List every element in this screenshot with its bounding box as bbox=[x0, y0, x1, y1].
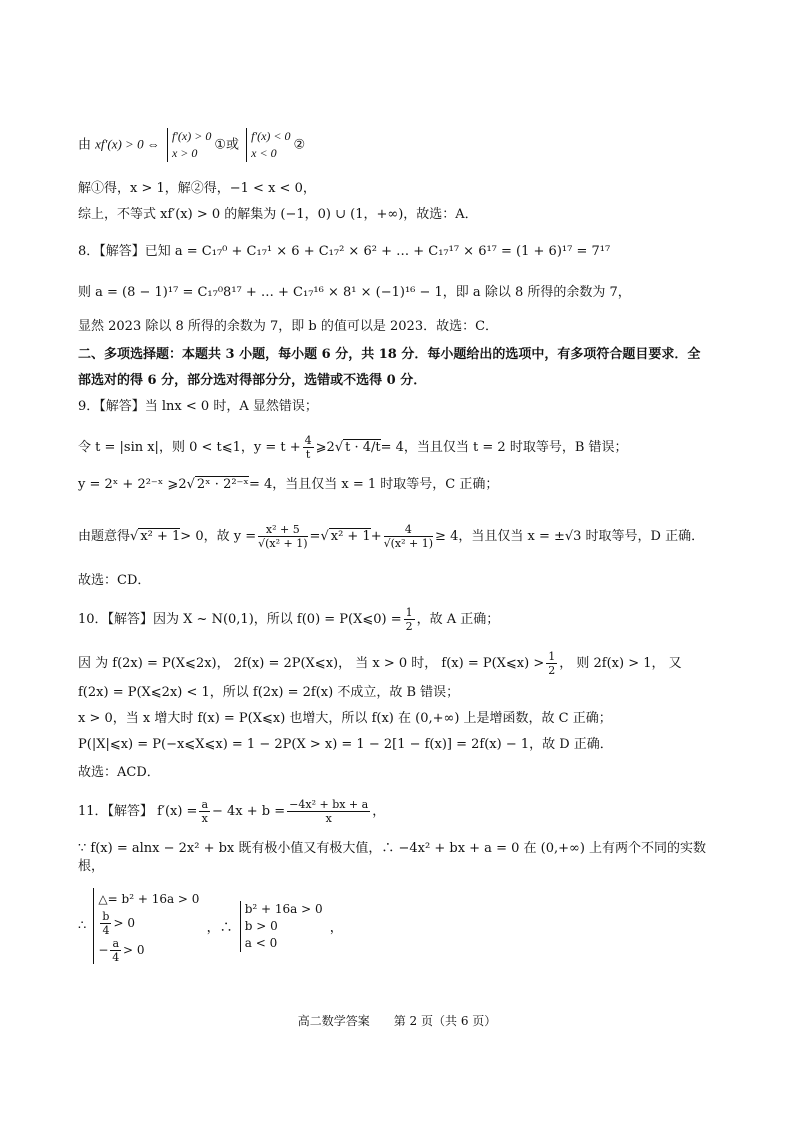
l12-sqrt-2: x² + 1 bbox=[330, 529, 371, 544]
l12-n1: x² + 5 bbox=[258, 523, 307, 537]
l20-d1: x bbox=[201, 812, 208, 825]
l22-mid: ，∴ bbox=[206, 920, 233, 936]
l14-den: 2 bbox=[405, 620, 413, 633]
l10-fraction bbox=[303, 434, 314, 461]
l15-fraction bbox=[546, 650, 557, 677]
l12-fraction-2 bbox=[384, 523, 433, 550]
l22-n3: a bbox=[112, 937, 120, 950]
l14-b: ，故 A 正确； bbox=[416, 612, 500, 627]
l10-sqrt: t · 4/t bbox=[345, 440, 381, 455]
l22-fraction-a bbox=[110, 937, 121, 964]
line-11: y = 2ˣ + 2²⁻ˣ ⩾2√ 2ˣ · 2²⁻ˣ= 4，当且仅当 x = 1 时取等号，C 正确； bbox=[78, 477, 499, 492]
line-22 bbox=[78, 888, 343, 964]
section-heading-1: 二、多项选择题：本题共 3 小题，每小题 6 分，共 18 分．每小题给出的选项中，有多项符合题目要求．全 bbox=[78, 347, 701, 362]
l14-a: 10．【解答】因为 X ~ N(0,1)，所以 f(0) = P(X⩽0) = bbox=[78, 612, 402, 627]
l12-b: > 0，故 y = bbox=[180, 529, 257, 544]
l22-r1: b² + 16a > 0 bbox=[244, 901, 323, 916]
l12-fraction-1 bbox=[258, 523, 307, 550]
l15-a: 因 为 f(2x) = P(X⩽2x)， 2f(x) = 2P(X⩽x)， 当 x > 0 时， f(x) = P(X⩽x) > bbox=[78, 656, 545, 671]
line-18: P(|X|⩽x) = P(−x⩽X⩽x) = 1 − 2P(X > x) = 1 − 2[1 − f(x)] = 2f(x) − 1，故 D 正确． bbox=[78, 737, 613, 752]
l1-post: ② bbox=[293, 137, 306, 153]
l10-b: ⩾2 bbox=[315, 440, 335, 455]
l22-r2: b > 0 bbox=[244, 918, 278, 933]
l20-b: − 4x + b = bbox=[212, 804, 286, 819]
l14-fraction bbox=[404, 606, 415, 633]
line-1 bbox=[78, 128, 305, 162]
line-5: 则 a = (8 − 1)¹⁷ = C₁₇⁰8¹⁷ + … + C₁₇¹⁶ × 8¹ × (−1)¹⁶ − 1，即 a 除以 8 所得的余数为 7， bbox=[78, 285, 631, 300]
l22-d3: 4 bbox=[112, 951, 120, 964]
l12-d1: √(x² + 1) bbox=[258, 537, 308, 550]
l1-mid: ①或 bbox=[214, 137, 239, 153]
page-footer: 高二数学答案 第 2 页（共 6 页） bbox=[297, 1014, 497, 1028]
line-6: 显然 2023 除以 8 所得的余数为 7，即 b 的值可以是 2023．故选：C． bbox=[78, 319, 499, 334]
l20-d2: x bbox=[325, 812, 332, 825]
l10-c: = 4，当且仅当 t = 2 时取等号，B 错误； bbox=[380, 440, 628, 455]
l22-t2: > 0 bbox=[113, 916, 135, 930]
l22-pre: ∴ bbox=[78, 918, 87, 934]
l1-s1b: x > 0 bbox=[171, 146, 198, 160]
l20-fraction-2 bbox=[287, 798, 370, 825]
l20-c: ， bbox=[372, 804, 386, 819]
l20-fraction-1 bbox=[199, 798, 210, 825]
l12-n2: 4 bbox=[384, 523, 433, 537]
l22-t3: > 0 bbox=[123, 943, 145, 957]
l10-a: 令 t = |sin x|，则 0 < t⩽1，y = t + bbox=[78, 440, 301, 455]
l15-b: ， 则 2f(x) > 1， 又 bbox=[559, 656, 682, 671]
l1-system-2 bbox=[246, 128, 290, 162]
line-20 bbox=[78, 798, 385, 825]
l22-system-left: △= b² + 16a > 0 $\frac{b}{4}$ > 0 − $\frac{a}{4}$ > 0 bbox=[93, 888, 199, 964]
l22-n2: b bbox=[102, 910, 110, 923]
l11-a: y = 2ˣ + 2²⁻ˣ ⩾2 bbox=[78, 477, 187, 492]
line-3: 综上，不等式 xf′(x) > 0 的解集为 (−1，0) ∪ (1，+∞)，故选：A． bbox=[78, 207, 478, 222]
line-4: 8．【解答】已知 a = C₁₇⁰ + C₁₇¹ × 6 + C₁₇² × 6² + … + C₁₇¹⁷ × 6¹⁷ = (1 + 6)¹⁷ = 7¹⁷ bbox=[78, 244, 611, 259]
l10-den: t bbox=[305, 448, 311, 461]
l20-n2: −4x² + bx + a bbox=[289, 798, 369, 811]
l11-b: = 4，当且仅当 x = 1 时取等号，C 正确； bbox=[248, 477, 499, 492]
l1-s2a: f′(x) < 0 bbox=[251, 129, 291, 143]
line-2: 解①得，x > 1，解②得，−1 < x < 0， bbox=[78, 181, 316, 196]
l22-r3: a < 0 bbox=[244, 935, 278, 950]
line-12: 由题意得√ x² + 1> 0，故 y = $\frac{\text{x² + 5}}{\text{√(x² + 1)}}$ =√ x² + 1+ $\frac{4}{\text{√(x² + 1)}}$ ≥ 4，当且仅当 x = ±√3 时取等号，D 正确． bbox=[78, 523, 705, 550]
l1-s2b: x < 0 bbox=[251, 146, 277, 160]
l11-sqrt: 2ˣ · 2²⁻ˣ bbox=[196, 477, 249, 492]
l22-d2: 4 bbox=[102, 924, 110, 937]
l12-a: 由题意得 bbox=[78, 529, 131, 544]
line-17: x > 0，当 x 增大时 f(x) = P(X⩽x) 也增大，所以 f(x) 在 (0,+∞) 上是增函数，故 C 正确； bbox=[78, 711, 612, 726]
l22-fraction-b bbox=[100, 910, 111, 937]
l12-d2: √(x² + 1) bbox=[383, 537, 434, 550]
l14-num: 1 bbox=[405, 606, 413, 619]
section-heading-2: 部选对的得 6 分，部分选对得部分分，选错或不选得 0 分． bbox=[78, 373, 427, 388]
line-19: 故选：ACD． bbox=[78, 765, 160, 780]
line-10: 令 t = |sin x|，则 0 < t⩽1，y = t + $\frac{4}{t}$ ⩾2√ t · 4/t= 4，当且仅当 t = 2 时取等号，B 错误； bbox=[78, 434, 628, 461]
l12-sqrt-1: x² + 1 bbox=[140, 529, 181, 544]
l1-system-1 bbox=[167, 128, 211, 162]
l15-num: 1 bbox=[548, 650, 556, 663]
line-16: f(2x) = P(X⩽2x) < 1，所以 f(2x) = 2f(x) 不成立，故 B 错误； bbox=[78, 685, 460, 700]
line-21: ∵ f(x) = alnx − 2x² + bx 既有极小值又有极大值，∴ −4x² + bx + a = 0 在 (0,+∞) 上有两个不同的实数根， bbox=[78, 841, 707, 874]
l15-den: 2 bbox=[548, 664, 556, 677]
l22-s1: △= b² + 16a > 0 bbox=[98, 892, 200, 906]
line-14 bbox=[78, 606, 499, 633]
l20-a: 11．【解答】 f′(x) = bbox=[78, 804, 198, 819]
line-13: 故选：CD． bbox=[78, 573, 151, 588]
l20-n1: a bbox=[201, 798, 209, 811]
l12-e: ≥ 4，当且仅当 x = ±√3 时取等号，D 正确． bbox=[435, 529, 705, 544]
l12-c: = bbox=[309, 529, 321, 544]
l22-post: ， bbox=[329, 920, 343, 936]
line-15 bbox=[78, 650, 682, 677]
l1-pre: 由 bbox=[78, 137, 96, 153]
line-9: 9．【解答】当 lnx < 0 时，A 显然错误； bbox=[78, 399, 318, 414]
l22-system-right bbox=[240, 901, 323, 952]
l1-eq: xf′(x) > 0 ⇔ bbox=[95, 136, 160, 152]
l10-num: 4 bbox=[304, 434, 312, 447]
l1-s1a: f′(x) > 0 bbox=[171, 129, 212, 143]
l12-d: + bbox=[370, 529, 382, 544]
